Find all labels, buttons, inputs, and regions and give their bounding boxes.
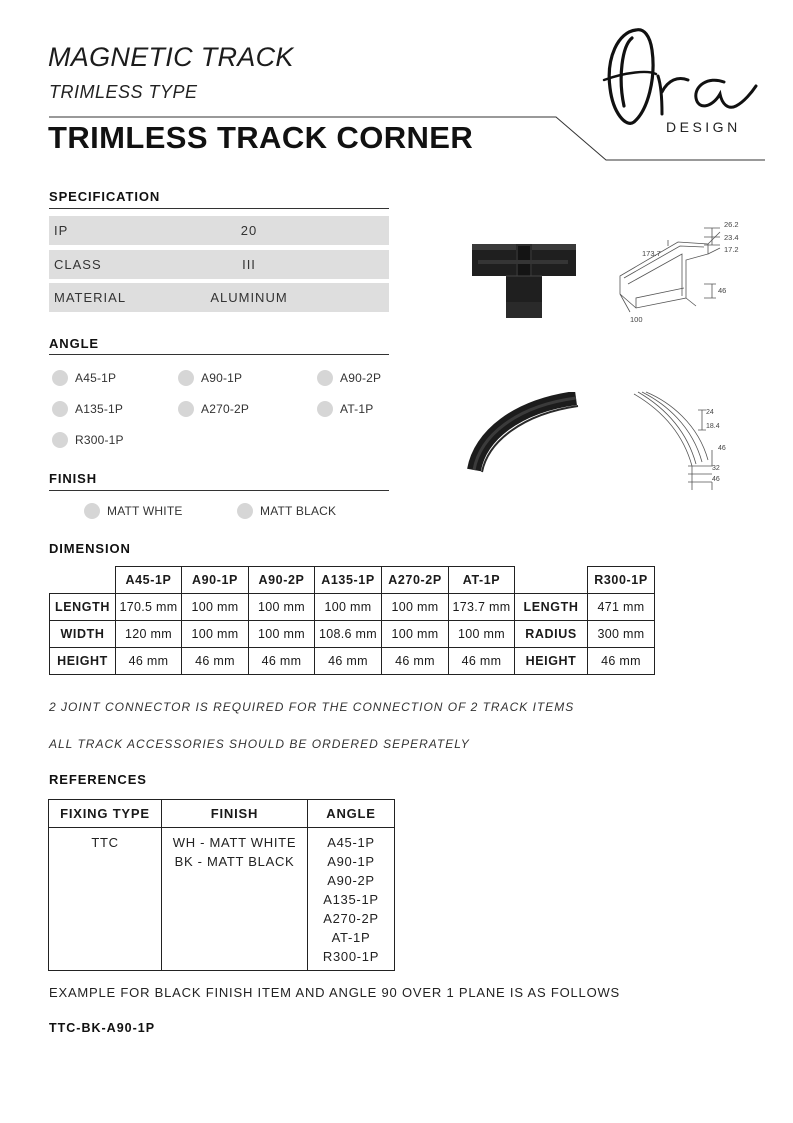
- list-item: WH - MATT WHITE: [172, 835, 297, 850]
- table-cell: 108.6 mm: [315, 621, 382, 648]
- table-row: [49, 800, 395, 828]
- list-item: BK - MATT BLACK: [174, 854, 295, 869]
- references-table: [48, 799, 395, 971]
- radio-icon: [317, 401, 333, 417]
- table-header: A135-1P: [315, 567, 382, 594]
- radio-icon: [178, 401, 194, 417]
- table-cell: 100 mm: [182, 621, 249, 648]
- row-label: HEIGHT: [515, 648, 588, 675]
- tee-corner-photo: [468, 236, 580, 320]
- table-cell: 300 mm: [588, 621, 655, 648]
- table-cell: 46 mm: [182, 648, 249, 675]
- angle-heading: ANGLE: [49, 336, 99, 351]
- specification-rule: [49, 208, 389, 209]
- list-item: TTC: [91, 835, 119, 850]
- radio-icon: [84, 503, 100, 519]
- table-cell: 100 mm: [382, 594, 449, 621]
- dim-label: 46: [718, 445, 726, 452]
- dim-label: 24: [706, 409, 714, 416]
- table-header: AT-1P: [449, 567, 515, 594]
- spec-row-material: [49, 283, 389, 312]
- note-joint-connector: 2 JOINT CONNECTOR IS REQUIRED FOR THE CONNECTION OF 2 TRACK ITEMS: [49, 700, 575, 714]
- note-accessories: ALL TRACK ACCESSORIES SHOULD BE ORDERED SEPERATELY: [49, 737, 470, 751]
- table-row: [50, 567, 655, 594]
- table-cell: 170.5 mm: [116, 594, 182, 621]
- finish-cell: [162, 828, 308, 971]
- angle-option-r300-1p[interactable]: R300-1P: [52, 432, 124, 448]
- dim-label: 18.4: [706, 423, 720, 430]
- list-item: A45-1P: [327, 835, 375, 850]
- table-header: A90-1P: [182, 567, 249, 594]
- table-cell: 100 mm: [249, 621, 315, 648]
- angle-cell: [308, 828, 395, 971]
- dim-label: 32: [712, 465, 720, 472]
- table-cell: 100 mm: [382, 621, 449, 648]
- table-row: [50, 648, 655, 675]
- dim-label: 17.2: [724, 245, 739, 254]
- table-cell: 46 mm: [249, 648, 315, 675]
- table-header: A45-1P: [116, 567, 182, 594]
- spec-key: CLASS: [54, 257, 102, 272]
- radio-icon: [52, 432, 68, 448]
- example-text: EXAMPLE FOR BLACK FINISH ITEM AND ANGLE 90 OVER 1 PLANE IS AS FOLLOWS: [49, 985, 621, 1000]
- row-label: LENGTH: [515, 594, 588, 621]
- table-cell: 471 mm: [588, 594, 655, 621]
- curved-track-drawing: [628, 390, 734, 496]
- references-heading: REFERENCES: [49, 772, 147, 787]
- row-label: RADIUS: [515, 621, 588, 648]
- list-item: A90-1P: [327, 854, 375, 869]
- angle-option-at-1p[interactable]: AT-1P: [317, 401, 373, 417]
- product-title: TRIMLESS TRACK CORNER: [48, 120, 474, 155]
- table-cell: 46 mm: [315, 648, 382, 675]
- spec-key: MATERIAL: [54, 290, 127, 305]
- table-row: [50, 621, 655, 648]
- row-label: HEIGHT: [50, 648, 116, 675]
- document-subtitle: TRIMLESS TYPE: [49, 82, 198, 102]
- angle-option-a45-1p[interactable]: A45-1P: [52, 370, 116, 386]
- dim-label: 173.7: [642, 249, 661, 258]
- table-header: A90-2P: [249, 567, 315, 594]
- list-item: AT-1P: [331, 930, 371, 945]
- fixing-type-cell: [49, 828, 162, 971]
- angle-option-a90-1p[interactable]: A90-1P: [178, 370, 242, 386]
- list-item: A135-1P: [323, 892, 379, 907]
- table-header: FIXING TYPE: [49, 800, 162, 828]
- dim-label: 46: [718, 286, 727, 295]
- spec-row-class: [49, 250, 389, 279]
- table-cell: 173.7 mm: [449, 594, 515, 621]
- angle-rule: [49, 354, 389, 355]
- radio-icon: [317, 370, 333, 386]
- logo-wordmark: DESIGN: [666, 119, 741, 135]
- radio-icon: [178, 370, 194, 386]
- spec-key: IP: [54, 223, 69, 238]
- table-cell-empty: [50, 567, 116, 594]
- finish-option-matt-black[interactable]: MATT BLACK: [237, 503, 336, 519]
- radio-icon: [52, 370, 68, 386]
- dim-label: 46: [712, 476, 720, 483]
- dimension-heading: DIMENSION: [49, 541, 131, 556]
- document-title: MAGNETIC TRACK: [48, 42, 294, 72]
- table-header: ANGLE: [308, 800, 395, 828]
- dimension-table: [49, 566, 655, 675]
- row-label: LENGTH: [50, 594, 116, 621]
- spec-value: III: [242, 257, 256, 272]
- angle-option-a135-1p[interactable]: A135-1P: [52, 401, 123, 417]
- finish-option-matt-white[interactable]: MATT WHITE: [84, 503, 183, 519]
- radio-icon: [237, 503, 253, 519]
- table-header: FINISH: [162, 800, 308, 828]
- table-cell: 46 mm: [382, 648, 449, 675]
- tee-corner-drawing: [608, 214, 748, 328]
- table-cell: 120 mm: [116, 621, 182, 648]
- spec-value: ALUMINUM: [210, 290, 288, 305]
- table-cell: 46 mm: [449, 648, 515, 675]
- dim-label: 100: [630, 315, 643, 324]
- finish-rule: [49, 490, 389, 491]
- table-cell: 100 mm: [249, 594, 315, 621]
- table-cell: 100 mm: [315, 594, 382, 621]
- row-label: WIDTH: [50, 621, 116, 648]
- table-header: A270-2P: [382, 567, 449, 594]
- table-row: [49, 828, 395, 971]
- angle-option-a270-2p[interactable]: A270-2P: [178, 401, 249, 417]
- list-item: R300-1P: [322, 949, 380, 964]
- radio-icon: [52, 401, 68, 417]
- table-cell: 46 mm: [588, 648, 655, 675]
- table-header: R300-1P: [588, 567, 655, 594]
- table-cell: 100 mm: [449, 621, 515, 648]
- spec-row-ip: [49, 216, 389, 245]
- finish-heading: FINISH: [49, 471, 98, 486]
- angle-option-a90-2p[interactable]: A90-2P: [317, 370, 381, 386]
- list-item: A270-2P: [323, 911, 379, 926]
- table-cell-empty: [515, 567, 588, 594]
- list-item: A90-2P: [327, 873, 375, 888]
- curved-track-photo: [466, 392, 584, 476]
- table-cell: 46 mm: [116, 648, 182, 675]
- dim-label: 26.2: [724, 220, 739, 229]
- table-row: [50, 594, 655, 621]
- example-code: TTC-BK-A90-1P: [49, 1021, 156, 1035]
- spec-value: 20: [240, 223, 258, 238]
- dim-label: 23.4: [724, 233, 739, 242]
- table-cell: 100 mm: [182, 594, 249, 621]
- specification-heading: SPECIFICATION: [49, 189, 161, 204]
